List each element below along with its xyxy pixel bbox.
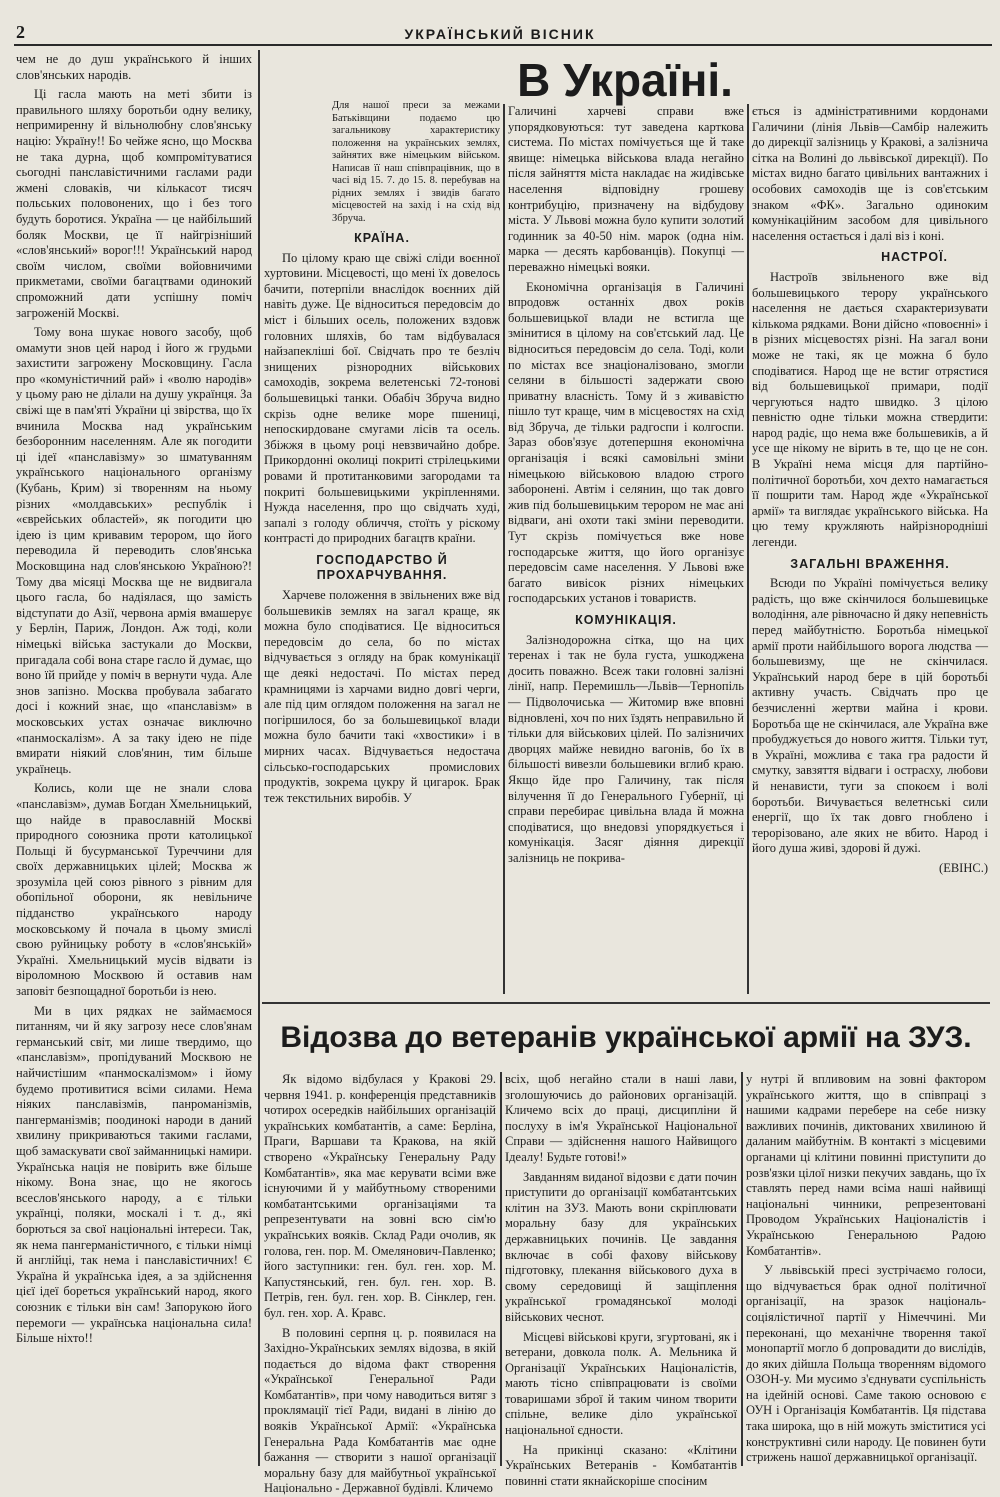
- editorial-paragraph: Колись, коли ще не знали слова «панславізм», думав Богдан Хмельницький, що найде в православній Москві природного союзника проти католицької Польщі й бусурманської Туреччини для своїх державницьких цілей; Москва ж зрозуміла цей союз рівного з рівним для обопільної оборони, як невільниче підданство українського народу московському й почала в цьому змислі свою руйницьку роботу в «слов'янській» Україні. Хмельницький мусів відвати із віроломною Москвою й оставив нам заповіт безпощадної боротьби із нею.: [16, 781, 252, 999]
- news-paragraph: Залізнодорожна сітка, що на цих теренах і так не була густа, ушкоджена досить поважно. Всеж таки головні залізні лінії, напр. Перемишль—Львів—Тернопіль— Підволочиська — Житомир вже вповні відновлені, хоч по них їздять неправильно й тільки для військових цілей. По залізничих дворцях майже невидно вагонів, бо їх в більшості вивезли большевики вглиб краю. Якщо йде про Галичину, так після вілучення її до Генерального Губернії, ці справи перебирає цивільна влада й можна сподіватися, що внедовзі упорядкується і комунікація. Засяг діяння дирекції залізниць не покрива-: [508, 633, 744, 867]
- news-paragraph: Всюди по Україні помічується велику радість, що вже скінчилося большевицьке володіння, але рівночасно й дяку непевність перед майбутністю. Боротьба німецької армії проти найбільшого ворога людства — большевизму, ще не скінчилася. Український народ бере в цій боротьбі активну участь. Свідчать про це безчисленні жертви майна і крови. Боротьба ще не скінчилася, але Україна вже пробуджується до нового життя. Тільки тут, в Україні, можлива є така гра радости й смутку, завзяття відваги і острасху, любови й ненависти, туги за спокоєм і волі боротьби. Вичувається велетнські сили енергії, що їх так довго гноблено і терорізовано, але яких не вбито. Народ і його душа живі, здорові й дужі.: [752, 576, 988, 857]
- editorial-paragraph: Ці гасла мають на меті збити із правильного шляху боротьби одну велику, непримиренну й вільнолюбну слов'янську націю: Україну!! Бо чейже ясно, що Москва не така дурна, щоб компромітуватися сьогодні панславістичними гаслами ради жмені словаків, чи кількасот тисяч польських половонених, що і без того будуть боротися. Україна — це найбільший боляк Москви, це її найгрізніший «слов'янський» ворог!!! Український народ своїм числом, своїми войовничими прикметами, своїми багацтвами одинокий спроможний дати успішну поміч загроженій Москві.: [16, 87, 252, 321]
- page-header: [0, 0, 1000, 46]
- header-rule: [14, 44, 992, 46]
- column-divider: [500, 1072, 502, 1466]
- news-paragraph: Настроїв звільненого вже від большевицького терору українського населення не дається схарактеризувати кількома рядками. Вони дійсно «повоєнні» і в різних місцевостях різні. На загал вони може не такі, як це можна б було сподіватися. Народ ще не встиг отрястися від большевицької примари, події чергуються надто швидко. З цілою певністю одне тільки можна ствердити: народ радіє, що нема вже большевиків, а й усе ще нікому не вірить в те, що це не сон. В Україні нема місця для партійно-політичної боротьби, хоч дехто намагається її пошрити там. Народ жде «Української армії» та виглядає українського війська. На цю тему кружляють найрізнородніші легенди.: [752, 270, 988, 551]
- appeal-paragraph: у нутрі й впливовим на зовні фактором українського життя, що в співпраці з нашими кадрами перебере на себе низку важливих починів, диктованих хвилиною й даланим майбутнім. В контакті з місцевими органами ці клітини повинні приступити до розв'язки цілої низки пекучих завдань, що їх ставлять перед нами всіма наші найвищі національні чинники, репрезентовані Проводом Українських Націоналістів і Українською Генеральною Радою Комбатантів».: [746, 1072, 986, 1259]
- editorial-paragraph: чем не до душ українського й інших слов'янських народів.: [16, 52, 252, 83]
- appeal-column-6: [505, 1072, 737, 1466]
- page-number: 2: [16, 22, 25, 43]
- news-paragraph: Харчеве положення в звільнених вже від большевиків землях на загал краще, як можна було сподіватися. Це відноситься передовсім до села, бо по містах відчувається з огляду на брак комунікації ще деякі недостачі. По містах перед крамницями із харчами видно довгі черги, але під цим оглядом положення на загал не погіршилося, бо за большевицької влади можна було бачити такі «хвостики» і в мирних часах. Відчувається недостача сільсько-господарських промислових продуктів, зокрема цукру й цигарок. Брак теж текстильних виробів. У: [264, 588, 500, 806]
- section-heading: КОМУНІКАЦІЯ.: [508, 613, 744, 629]
- news-paragraph: Галичині харчеві справи вже упорядковуються: тут заведена карткова система. По містах помічується ще й таке явище: німецька військова влада негайно після зайняття міста накладає на жидівське населення відповідну грошеву контрибуцію, призначену на відбудову міста. У Львові можна було купити золотий годинник за 40-50 нім. марок (одна нім. марка — десять карбованців). Покупці — переважно німецькі вояки.: [508, 104, 744, 276]
- news-paragraph: По цілому краю ще свіжі сліди воєнної хуртовини. Місцевості, що мені їх довелось бачити, потерпіли внаслідок воєнних дій навіть дуже. Це відноситься передовсім до міст і більших осель, положених вздовж головних шляхів, бо там відбувалася найзапекліші бої. Свідчать про те безліч знищених різнородних військових самоходів, зокрема велетенські 72-тонові большевицькі танки. Обабіч Збруча видно скрізь одне велике море пшениці, непоскирдоване смугами лісів та осель. Збіжжя в цьому році невзвичайно добре. Прикордонні околиці покриті стрілецькими ровами й протитанковими загородами та покриті большевицькими укріпленнями. Нужда населення, про що свідчать худі, запалі з голоду обличчя, стоїть у ріскому контрасті до природних багацтв країни.: [264, 251, 500, 547]
- editorial-paragraph: Ми в цих рядках не займаємося питанням, чи й яку загрозу несе слов'янам германський світ, ми лише твердимо, що «панславізм», пропідуваний Москвою не найчистішим «панмоскалізмом» і йому будемо противитися всіми силами. Нема ніяких панславізмів, панроманізмів, пангерманізмів; поодинокі народи в даний хвилину прикриваються такими гаслами, щоб замаскувати свої займанницькі намири. Українська нація не повірить вже більше нікому. Вона знає, що не якогось всеслов'янського народу, а є тільки українці, поляки, москалі і т. д., які борються за свої національні інтереси. Так, як нема пангерманістичного, є тільки німці й англійці, так нема і панславістичних! Є Україна й українська ідея, а за здійснення цієї ідеї бореться український народ, якого союзник є тільки він сам! Запорукою його перемоги — українська національна сила! Більше ніхто!!: [16, 1004, 252, 1347]
- appeal-column-5: [264, 1072, 496, 1466]
- section-heading: НАСТРОЇ.: [752, 250, 948, 266]
- appeal-paragraph: У львівській пресі зустрічаємо голоси, що відчувається брак одної політичної організації, на зразок національ-соціялістичної партії у Німеччині. Ми переконані, що механічне творення такої монопартії могло б допровадити до вислідів, до яких дійшла Польща творенням відомого ОЗОН-у. Ми мусимо з'єднувати суспільність на ідейній основі. Саме такою основою є ОУН і Організація Комбатантів. Ця підстава така широка, що в ній можуть зміститися усі конструктивні сили народу. Це повинен бути стрижень нашої державницької організації.: [746, 1263, 986, 1466]
- appeal-paragraph: Завданням виданої відозви є дати почин приступити до організації комбатантських клітин на ЗУЗ. Мають вони скріплювати моральну базу для українських державницьких починів. Це завдання включає в собі фахову військову підготовку, плекання військового духа в свому середовищі й защіплення української громадянської молоді військових чеснот.: [505, 1170, 737, 1326]
- news-paragraph: Економічна організація в Галичині впродовж останніх двох років большевицької влади не встигла ще змінитися в цілому на сов'єтський лад. Це відноситься передовсім до села. Тоді, коли по містах все знаціоналізовано, змогли селяни в більшості задержати свою приватну власність. Тому й з живавістю пішло тут краще, чим в місцевостях на схід від Збруча, де тільки радгоспи і колгоспи. Зараз обов'язує дотепершня економічна організація і всякі самовільні зміни німецькою військовою владою строго заборонені. Автім і селянин, що так довго жив під большевицьким терором не має ані відваги, ані охоти такі зміни переводити. Тут скрізь помічується вже нове господарське життя, що його організує передовсім саме населення. У Львові вже багато вивісок різних німецьких господарських установ і товариств.: [508, 280, 744, 607]
- author-signature: (ЕВІНС.): [752, 861, 988, 877]
- section-heading: КРАЇНА.: [264, 231, 500, 247]
- appeal-paragraph: В половині серпня ц. р. появилася на Західно-Українських землях відозва, в якій подається до відома факт створення «Української Генеральної Ради Комбатантів», при чому наводиться витяг з проклямації тієї Ради, видані в лінію до вояків Української Армії: «Українська Генеральна Рада Комбатантів має одне бажання — створити з нашої організації моральну базу для майбутньої української Національно - Державної будівлі. Кличемо: [264, 1326, 496, 1497]
- intro-note: Для нашої преси за межами Батьківщини подаємо цю загальникову характеристику положення на українських землях, зайнятих вже німецьким військом. Написав її наш співпрацівник, що в часі від 15. 7. до 15. 8. перебував на рідних землях і звидів багато місцевостей на захід і на схід від Збруча.: [332, 100, 500, 225]
- news-column-2: [264, 100, 500, 998]
- editorial-paragraph: Тому вона шукає нового засобу, щоб омамути знов цей народ і його ж грудьми захистити загрожену Московщину. Гасла про «комуністичний рай» і «волю народів» у цьому раю не ділали на душу українця. За свіжі ще в пам'яті України ці звірства, що їх вчинила Москва над українським безборонним населенням. Але як погодити ці ідеї «панславізму» зо шматуванням українського національного організму (Кубань, Крим) зі творенням на ньому різних «молдавських» республік і «єврейських областей», як погодити цю ідею із цим кривавим терором, що його переводила й переводить слов'янська Московщина над слов'янською Україною?! Тому два місяці Москва ще не видвигала цього гасла, бо надіялася, що замість відступати до Азії, червона армія вмашерує у Берлін, Париж, Лондон. Аж тоді, коли німецькі війська застукали до Москви, пригадала собі вона старе гасло й думає, що воно їй прийде у поміч в вернути чуда. Але знов запізно. Москва пробувала забагато досі і кожний знає, що «панславізм» в московських устах означає виключно «панмоскалізм». А за таку ідею не піде вмирати ніякий слов'янин, тим більше українець.: [16, 325, 252, 777]
- section-heading: ЗАГАЛЬНІ ВРАЖЕННЯ.: [752, 557, 988, 573]
- editorial-column: [16, 52, 252, 1464]
- appeal-column-7: [746, 1072, 986, 1466]
- news-column-3: [508, 104, 744, 998]
- appeal-paragraph: Як відомо відбулася у Кракові 29. червня 1941. р. конференція представників чотирох осередків найбільших організацій українських комбатантів, а саме: Берліна, Праги, Варшави та Кракова, на якій створено «Українську Генеральну Раду Комбатантів», яка має керувати всіми вже існуючими й у майбутньому створеними комбатантськими організаціями та репрезентувати на зовні всю сім'ю українських вояків. Склад Ради очолив, як голова, ген. пор. М. Омелянович-Павленко; його заступники: ген. бул. ген. хор. М. Капустянський, ген. бул. ген. хор. В. Петрів, ген. бул. ген. хор. В. Сінклер, ген. бул. ген. хор. А. Кравс.: [264, 1072, 496, 1322]
- appeal-paragraph: На прикінці сказано: «Клітини Українських Ветеранів - Комбатантів повинні стати якнайскоріше спосіним: [505, 1443, 737, 1490]
- section-heading: ГОСПОДАРСТВО Й ПРОХАРЧУВАННЯ.: [264, 553, 500, 584]
- section-divider: [262, 1002, 990, 1004]
- appeal-paragraph: Місцеві військові круги, згуртовані, як і ветерани, довкола полк. А. Мельника й Організації Українських Націоналістів, мають тісно співпрацювати із своїми товаришами зброї й таким чином творити спільне, велике діло української національної єдности.: [505, 1330, 737, 1439]
- column-divider: [258, 50, 260, 1466]
- column-divider: [741, 1072, 743, 1466]
- column-divider: [503, 104, 505, 994]
- appeal-headline: Відозва до ветеранів української армії на ЗУЗ.: [262, 1020, 990, 1056]
- column-divider: [747, 104, 749, 994]
- main-headline: В Україні.: [480, 54, 770, 106]
- news-paragraph: ється із адміністративними кордонами Галичини (лінія Львів—Самбір належить до дирекції залізниць у Кракові, а залізнича сітка на Волині до львівської дирекції). По містах видно багато цивільних вантажних і особових самоходів ще із сов'єтським знаком «ФК». Загально одиноким комунікаційним засобом для цивільного населення остається і далі віз і коні.: [752, 104, 988, 244]
- appeal-paragraph: всіх, щоб негайно стали в наші лави, зголошуючись до районових організацій. Кличемо всіх до праці, дисципліни й послуху в ім'я Української Національної Справи — здійснення нашого Найвищого Ідеалу! Будьте готові!»: [505, 1072, 737, 1166]
- news-column-4: [752, 104, 988, 998]
- running-head: УКРАЇНСЬКИЙ ВІСНИК: [0, 26, 1000, 42]
